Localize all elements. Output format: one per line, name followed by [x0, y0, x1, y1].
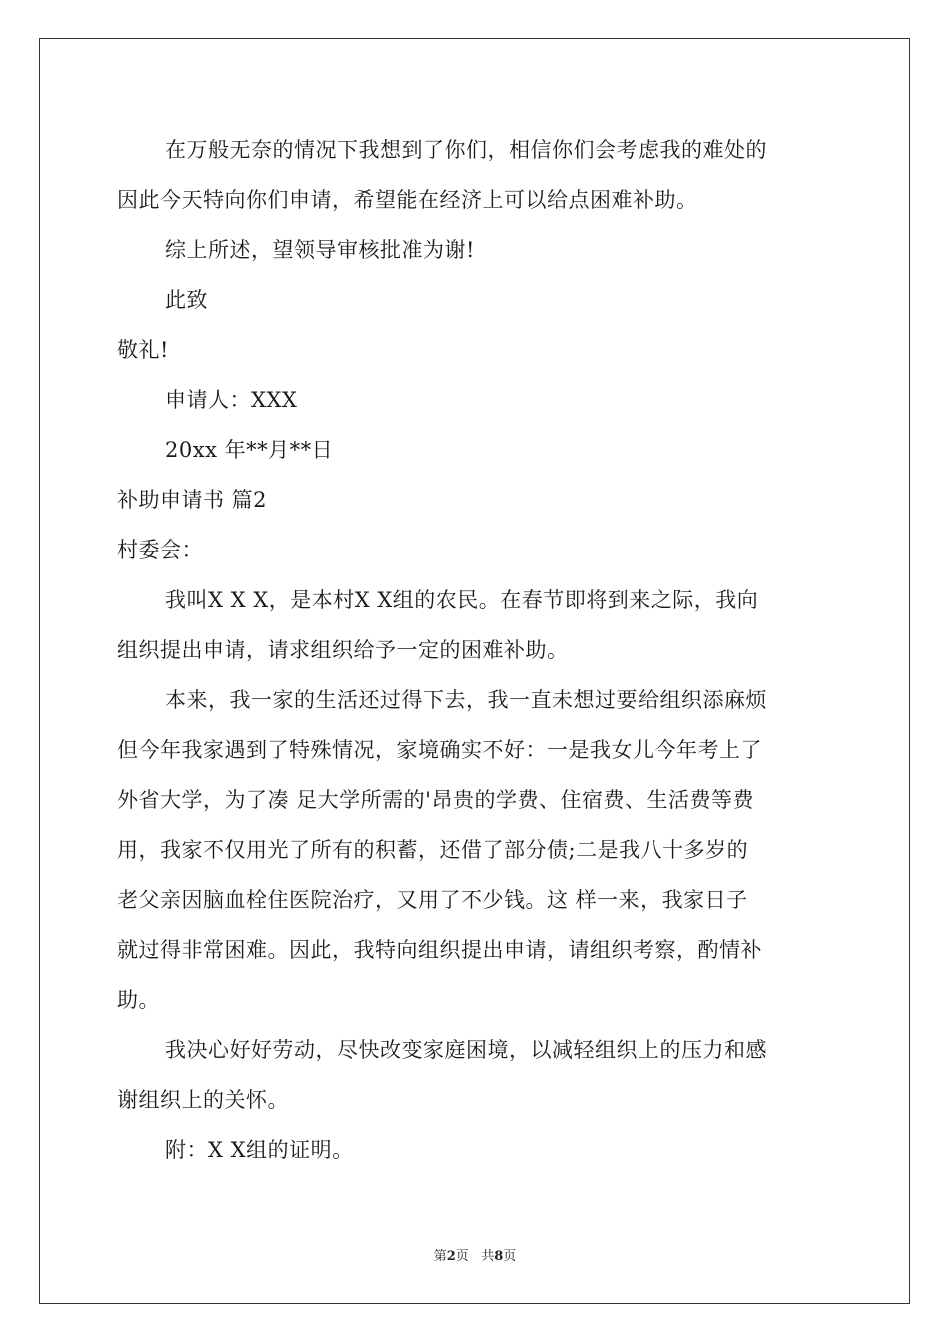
page-prefix: 第	[433, 1249, 447, 1264]
total-prefix: 共	[481, 1249, 495, 1264]
paragraph-line: 谢组织上的关怀。	[117, 1088, 289, 1112]
page-border	[39, 38, 910, 1304]
date-line: 20xx 年**月**日	[165, 438, 334, 462]
total-suffix: 页	[503, 1249, 517, 1264]
paragraph-line: 老父亲因脑血栓住医院治疗，又用了不少钱。这 样一来，我家日子	[117, 888, 748, 912]
paragraph-line: 我叫X X X，是本村X X组的农民。在春节即将到来之际，我向	[165, 588, 759, 612]
paragraph-line: 用，我家不仅用光了所有的积蓄，还借了部分债;二是我八十多岁的	[117, 838, 749, 862]
addressee-line: 村委会：	[117, 538, 203, 562]
paragraph-line: 但今年我家遇到了特殊情况，家境确实不好：一是我女儿今年考上了	[117, 738, 762, 762]
paragraph-line: 综上所述，望领导审核批准为谢!	[165, 238, 475, 262]
page-number: 2	[446, 1249, 456, 1264]
paragraph-line: 就过得非常困难。因此，我特向组织提出申请，请组织考察，酌情补	[117, 938, 762, 962]
paragraph-line: 我决心好好劳动，尽快改变家庭困境，以减轻组织上的压力和感	[165, 1038, 767, 1062]
paragraph-line: 因此今天特向你们申请，希望能在经济上可以给点困难补助。	[117, 188, 698, 212]
applicant-line: 申请人：XXX	[165, 388, 298, 412]
page-footer	[0, 1248, 950, 1266]
paragraph-line: 组织提出申请，请求组织给予一定的困难补助。	[117, 638, 569, 662]
total-pages: 8	[494, 1249, 504, 1264]
closing-line: 此致	[165, 288, 208, 312]
page-suffix: 页	[455, 1249, 469, 1264]
paragraph-line: 助。	[117, 988, 160, 1012]
paragraph-line: 本来，我一家的生活还过得下去，我一直未想过要给组织添麻烦	[165, 688, 767, 712]
paragraph-line: 在万般无奈的情况下我想到了你们，相信你们会考虑我的难处的	[165, 138, 767, 162]
paragraph-line: 外省大学，为了凑 足大学所需的'昂贵的学费、住宿费、生活费等费	[117, 788, 754, 812]
salutation-line: 敬礼!	[117, 338, 169, 362]
attachment-line: 附：X X组的证明。	[165, 1138, 354, 1162]
section-heading: 补助申请书 篇2	[117, 488, 268, 512]
